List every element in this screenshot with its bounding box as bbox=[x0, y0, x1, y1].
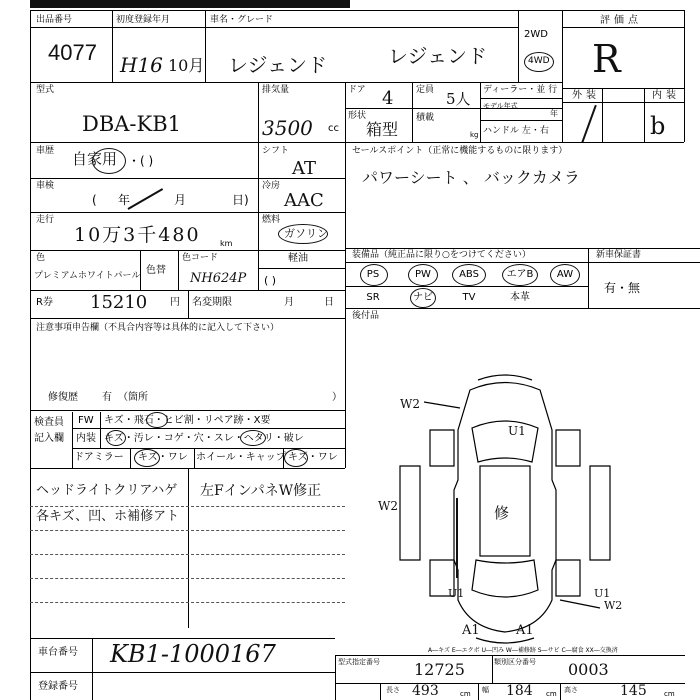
tax-label: 名変期限 bbox=[192, 297, 232, 308]
mark-w2-left: W2 bbox=[378, 499, 398, 513]
width-label: 幅 bbox=[482, 686, 489, 694]
recycle-label: R券 bbox=[36, 297, 53, 308]
new-car-label: 新車保証書 bbox=[596, 250, 642, 260]
repair-close: ） bbox=[332, 392, 342, 403]
divider bbox=[188, 290, 189, 318]
divider bbox=[560, 683, 561, 700]
color-code-label: 色コード bbox=[182, 253, 219, 263]
divider bbox=[345, 248, 700, 249]
equip-navi: ナビ bbox=[413, 292, 433, 303]
new-car-value: 有・無 bbox=[604, 281, 641, 295]
model: DBA-KB1 bbox=[82, 112, 182, 136]
exterior-label: 外装 bbox=[572, 90, 600, 101]
fw-head: FW bbox=[78, 415, 94, 426]
frame-line bbox=[684, 10, 685, 142]
equip-leather: 本革 bbox=[510, 292, 530, 303]
mark-a1-left: A1 bbox=[462, 623, 480, 638]
divider bbox=[412, 82, 413, 142]
inspection-open: ( bbox=[92, 193, 97, 207]
capacity: 5人 bbox=[446, 90, 471, 108]
divider bbox=[30, 672, 335, 673]
divider bbox=[562, 142, 684, 143]
mirror-head: ドアミラー bbox=[74, 452, 124, 463]
tax-month: 月 bbox=[284, 297, 294, 308]
divider bbox=[194, 448, 195, 468]
ruled-line bbox=[30, 506, 345, 507]
mark-u1-rear-right: U1 bbox=[594, 587, 611, 600]
fuel: ガソリン bbox=[284, 227, 328, 240]
sales-point-text: パワーシート 、 バックカメラ bbox=[362, 168, 580, 187]
height-label: 高さ bbox=[564, 686, 578, 694]
repair-label: 修復歴 bbox=[48, 392, 78, 403]
mark-circle bbox=[240, 430, 266, 446]
length-label: 長さ bbox=[386, 686, 400, 694]
divider bbox=[72, 412, 73, 468]
handle-label: ハンドル 左・右 bbox=[483, 126, 549, 136]
equip-airbag-circle bbox=[502, 264, 538, 286]
inspection-year: 年 bbox=[118, 193, 131, 207]
type-approval: 12725 bbox=[414, 660, 465, 679]
diagram-stroke bbox=[456, 498, 458, 578]
equip-navi-circle bbox=[410, 288, 436, 308]
usage-circle bbox=[92, 148, 126, 174]
inspection-day: 日) bbox=[232, 193, 249, 207]
note-2: 左FインパネW修正 bbox=[200, 483, 322, 499]
divider bbox=[112, 10, 113, 82]
wheel-head: ホイール・キャップ bbox=[196, 452, 286, 463]
divider bbox=[345, 108, 562, 109]
equip-sr: SR bbox=[366, 292, 380, 303]
displacement: 3500 bbox=[262, 116, 313, 140]
grease-label: 軽油 bbox=[288, 253, 308, 264]
divider bbox=[480, 120, 562, 121]
equip-aw: AW bbox=[556, 269, 574, 280]
ruled-line bbox=[30, 602, 345, 603]
mark-circle bbox=[284, 449, 308, 467]
divider bbox=[562, 102, 684, 103]
model-label: 型式 bbox=[36, 85, 55, 95]
height: 145 bbox=[620, 683, 647, 699]
color: プレミアムホワイトパール bbox=[34, 271, 141, 281]
divider bbox=[30, 142, 562, 143]
interior-score: b bbox=[650, 112, 666, 140]
divider bbox=[478, 683, 479, 700]
mark-a1-right: A1 bbox=[516, 623, 534, 638]
wheel-row: キズ・ワレ bbox=[288, 452, 338, 463]
shift: AT bbox=[292, 158, 317, 179]
divider bbox=[335, 655, 336, 700]
inspection-label: 車検 bbox=[36, 181, 55, 191]
exterior-slash bbox=[581, 105, 597, 143]
divider bbox=[205, 10, 206, 82]
divider bbox=[30, 638, 335, 639]
mileage-unit: km bbox=[220, 239, 233, 248]
interior-label: 内装 bbox=[652, 90, 680, 101]
divider bbox=[335, 655, 685, 656]
interior-head: 内装 bbox=[76, 433, 96, 444]
divider bbox=[100, 412, 101, 448]
mark-w2-rear-right: W2 bbox=[604, 599, 623, 612]
model-year-unit: 年 bbox=[550, 109, 558, 118]
frame-line bbox=[30, 10, 31, 700]
frame-line bbox=[30, 10, 685, 11]
fw-row: キズ・飛石・ヒビ割・リペア跡・X要 bbox=[104, 415, 271, 426]
shape: 箱型 bbox=[366, 120, 399, 139]
category: 0003 bbox=[568, 660, 609, 679]
score-label: 評価点 bbox=[600, 15, 642, 26]
mark-circle bbox=[106, 430, 126, 446]
recycle: 15210 bbox=[90, 292, 148, 313]
grade: レジェンド bbox=[388, 44, 488, 68]
score: R bbox=[592, 37, 621, 81]
displacement-label: 排気量 bbox=[262, 85, 290, 95]
divider bbox=[345, 82, 346, 412]
registration-label: 登録番号 bbox=[38, 681, 78, 692]
left-pointer-line bbox=[424, 402, 460, 408]
divider bbox=[258, 82, 259, 142]
mark-w2-top-left: W2 bbox=[400, 397, 420, 411]
tax-day: 日 bbox=[324, 297, 334, 308]
length-unit: cm bbox=[460, 690, 471, 698]
car-rear-window bbox=[472, 560, 538, 597]
shift-label: シフト bbox=[262, 146, 290, 156]
drive-2wd: 2WD bbox=[524, 29, 548, 40]
repair-place: （箇所 bbox=[118, 392, 148, 403]
divider bbox=[480, 98, 562, 99]
car-windshield bbox=[472, 421, 538, 462]
note-1: ヘッドライトクリアハゲ bbox=[36, 483, 178, 498]
equip-ps: PS bbox=[366, 269, 380, 280]
capacity-label: 定員 bbox=[416, 85, 435, 95]
equip-pw: PW bbox=[415, 269, 431, 280]
load-label: 積載 bbox=[416, 113, 435, 123]
sales-point-label: セールスポイント（正常に機能するものに限ります） bbox=[352, 146, 568, 156]
dealer-label: ディーラー・並 行 bbox=[483, 85, 558, 95]
divider bbox=[178, 250, 179, 290]
door-label: ドア bbox=[348, 85, 366, 95]
fuel-circle bbox=[278, 224, 328, 244]
divider bbox=[72, 448, 345, 449]
inspection-month: 月 bbox=[174, 193, 187, 207]
divider bbox=[644, 88, 645, 142]
front-bumper bbox=[478, 375, 532, 380]
damage-legend: A―キズ E―エクボ U―凹み W―補修跡 S―サビ C―腐食 XX―交換済 bbox=[428, 647, 618, 654]
usage-label: 車歴 bbox=[36, 146, 55, 156]
recycle-unit: 円 bbox=[170, 297, 180, 308]
mark-u1-rear-left: U1 bbox=[448, 587, 465, 600]
divider bbox=[30, 212, 345, 213]
chassis: KB1-1000167 bbox=[110, 640, 276, 668]
mark-circle bbox=[146, 412, 168, 428]
aftermarket-label: 後付品 bbox=[352, 311, 380, 321]
front-left-wheel bbox=[430, 430, 454, 466]
type-approval-label: 型式指定番号 bbox=[338, 658, 380, 666]
divider bbox=[588, 248, 589, 308]
divider bbox=[258, 268, 345, 269]
inspection-strike bbox=[128, 188, 164, 210]
inspector-label-1: 検査員 bbox=[34, 417, 64, 428]
divider bbox=[562, 10, 563, 142]
divider bbox=[92, 638, 93, 700]
divider bbox=[480, 82, 481, 142]
height-unit: cm bbox=[664, 690, 675, 698]
header-band bbox=[30, 0, 350, 8]
repair-value: 有 bbox=[102, 392, 112, 403]
first-registration-era: H16 bbox=[120, 53, 163, 77]
divider bbox=[130, 448, 131, 468]
color-code: NH624P bbox=[190, 271, 247, 286]
inspector-label-2: 記入欄 bbox=[34, 433, 64, 444]
color-label: 色 bbox=[36, 253, 46, 263]
divider bbox=[30, 318, 345, 319]
divider bbox=[30, 27, 518, 28]
divider bbox=[380, 683, 381, 700]
divider bbox=[345, 262, 700, 263]
cooling-label: 冷房 bbox=[262, 181, 281, 191]
grease-paren: ( ) bbox=[264, 274, 277, 287]
drive-4wd: 4WD bbox=[528, 56, 550, 66]
shape-label: 形状 bbox=[348, 111, 367, 121]
mileage: 10万3千480 bbox=[74, 224, 201, 246]
mileage-label: 走行 bbox=[36, 215, 55, 225]
lot-number-label: 出品番号 bbox=[36, 15, 73, 25]
divider bbox=[30, 82, 562, 83]
mark-u1-roof: U1 bbox=[508, 424, 526, 438]
divider bbox=[30, 250, 345, 251]
category-label: 類別区分番号 bbox=[494, 658, 536, 666]
divider bbox=[518, 10, 519, 82]
first-registration-label: 初度登録年月 bbox=[116, 15, 171, 25]
right-side bbox=[590, 466, 610, 560]
ruled-line bbox=[30, 554, 345, 555]
divider bbox=[492, 655, 493, 683]
cooling: AAC bbox=[284, 190, 324, 211]
equip-tv: TV bbox=[462, 292, 476, 303]
divider bbox=[345, 410, 346, 468]
equip-ps-circle bbox=[360, 264, 388, 286]
divider bbox=[345, 286, 588, 287]
equip-abs: ABS bbox=[459, 269, 479, 280]
divider bbox=[140, 250, 141, 290]
lot-number: 4077 bbox=[48, 40, 97, 65]
equipment-label: 装備品（純正品に限り○をつけてください） bbox=[352, 250, 531, 260]
displacement-unit: cc bbox=[328, 123, 339, 134]
front-right-wheel bbox=[556, 430, 580, 466]
equip-pw-circle bbox=[408, 264, 438, 286]
ruled-line bbox=[30, 530, 345, 531]
equip-abs-circle bbox=[452, 264, 486, 286]
divider bbox=[562, 27, 684, 28]
width-unit: cm bbox=[546, 690, 557, 698]
mark-repair: 修 bbox=[494, 504, 510, 522]
width: 184 bbox=[506, 683, 533, 699]
usage-paren: ・( ) bbox=[128, 154, 154, 168]
chassis-label: 車台番号 bbox=[38, 647, 78, 658]
rear-right-wheel bbox=[556, 560, 580, 596]
note-3: 各キズ、凹、ホ補修アト bbox=[36, 509, 180, 524]
right-pointer-line bbox=[560, 600, 600, 608]
divider bbox=[188, 468, 189, 628]
left-side bbox=[400, 466, 420, 560]
divider bbox=[72, 428, 345, 429]
first-registration-month: 10月 bbox=[168, 56, 205, 75]
repaint-label: 色替 bbox=[146, 265, 166, 276]
divider bbox=[562, 88, 684, 89]
divider bbox=[602, 88, 603, 142]
notes-label: 注意事項申告欄（不具合内容等は具体的に記入して下さい） bbox=[36, 323, 280, 333]
divider bbox=[345, 308, 700, 309]
rear-bumper bbox=[476, 638, 534, 643]
mirror-row: キズ・ワレ bbox=[138, 452, 188, 463]
equip-aw-circle bbox=[550, 264, 580, 286]
mark-circle bbox=[134, 449, 160, 467]
interior-row: キズ・汚レ・コゲ・穴・スレ・ヘタリ・破レ bbox=[104, 433, 304, 444]
divider bbox=[30, 410, 345, 411]
ruled-line bbox=[30, 578, 345, 579]
car-name-label: 車名・グレード bbox=[210, 15, 274, 25]
equip-airbag: エアB bbox=[506, 269, 534, 280]
fuel-label: 燃料 bbox=[262, 215, 281, 225]
usage: 自家用 bbox=[72, 150, 118, 168]
car-name: レジェンド bbox=[228, 53, 328, 77]
model-year-label: モデル年式 bbox=[483, 102, 518, 110]
load-unit: kg bbox=[470, 131, 479, 139]
length: 493 bbox=[412, 683, 439, 699]
door: 4 bbox=[382, 88, 394, 109]
